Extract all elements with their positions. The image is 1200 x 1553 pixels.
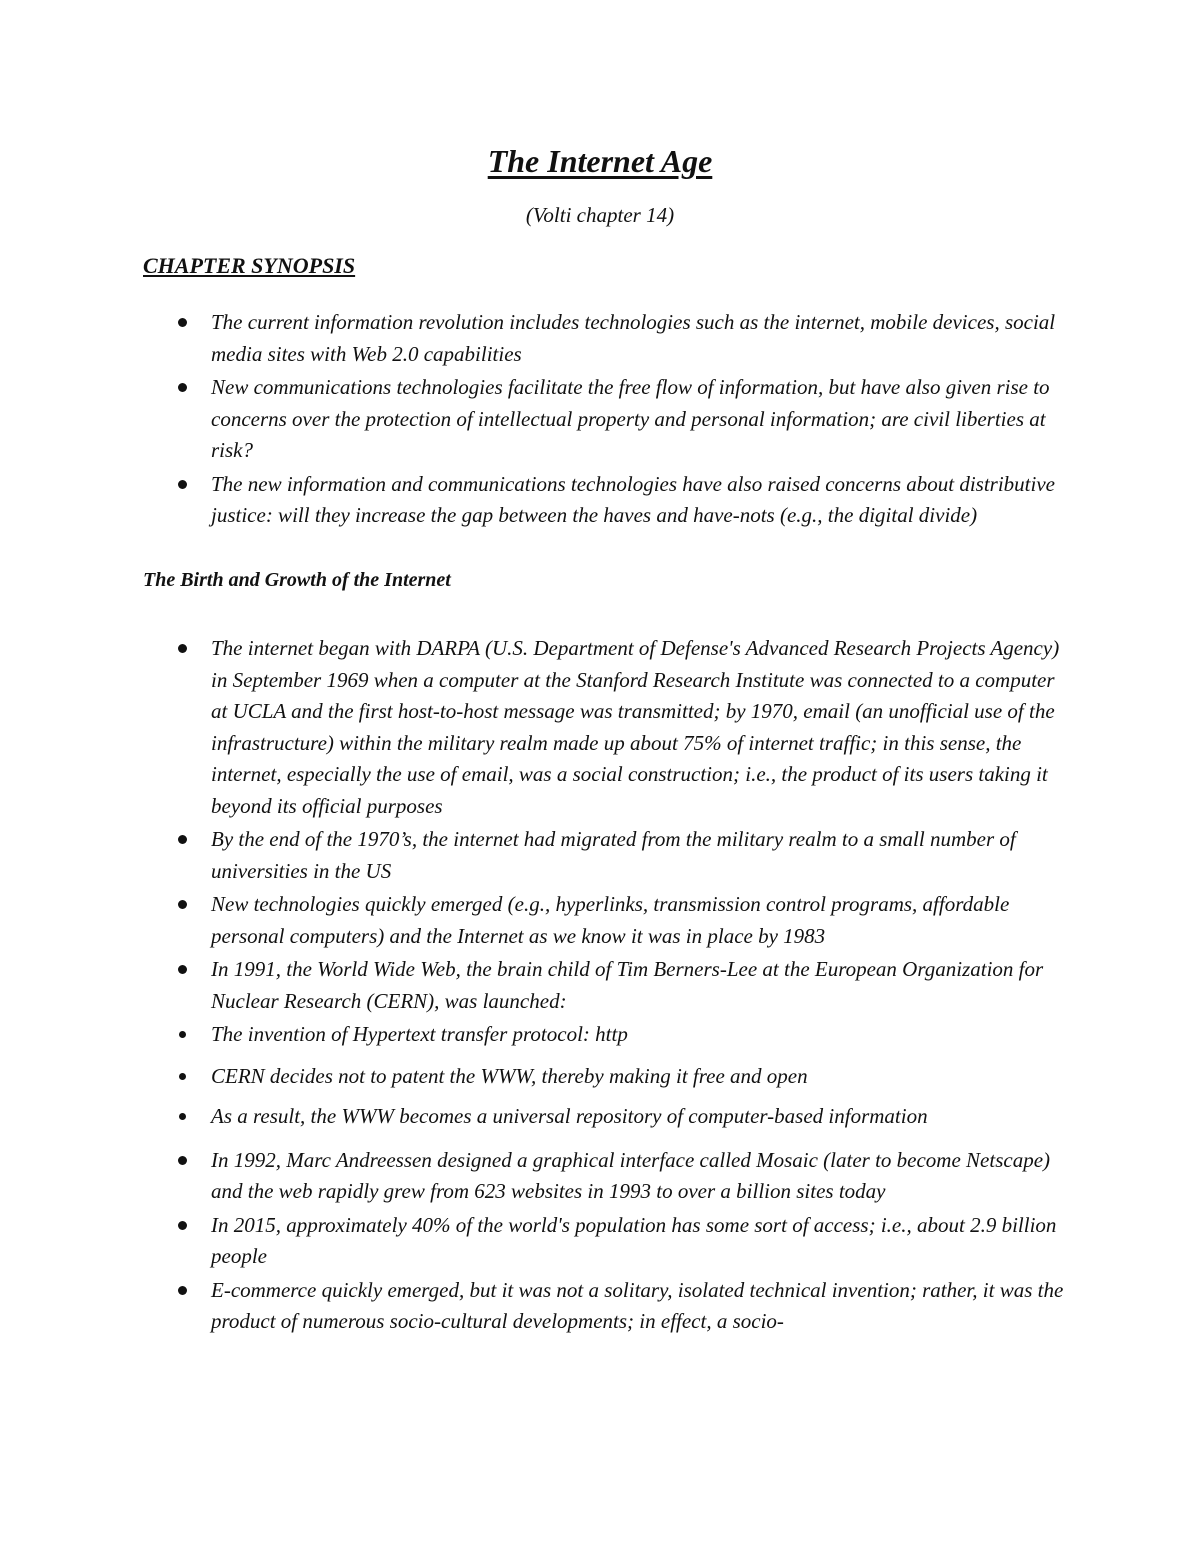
list-item	[0, 372, 1066, 467]
bullet-icon	[179, 1113, 186, 1120]
list-item	[0, 1019, 1066, 1051]
bullet-icon	[178, 900, 187, 909]
list-item	[0, 824, 1066, 887]
list-item	[0, 307, 1066, 370]
list-item	[0, 889, 1066, 952]
list-item-text: The current information revolution includes technologies such as the internet, mobile devices, social media sites with Web 2.0 capabilities	[211, 310, 1056, 366]
list-item-text: In 1991, the World Wide Web, the brain child of Tim Berners-Lee at the European Organization for Nuclear Research (CERN), was launched:	[211, 957, 1044, 1013]
list-item-text: In 2015, approximately 40% of the world's population has some sort of access; i.e., about 2.9 billion people	[211, 1212, 1057, 1268]
birth-growth-heading: The Birth and Growth of the Internet	[143, 569, 451, 591]
bullet-icon	[178, 835, 187, 844]
list-item	[0, 1101, 1066, 1133]
list-item-text: By the end of the 1970’s, the internet had migrated from the military realm to a small number of universities in the US	[211, 827, 1016, 883]
chapter-synopsis-heading: CHAPTER SYNOPSIS	[143, 253, 356, 278]
list-item	[0, 469, 1066, 532]
list-item-text: As a result, the WWW becomes a universal repository of computer-based information	[211, 1104, 928, 1128]
list-item-text: E-commerce quickly emerged, but it was not a solitary, isolated technical invention; rather, it was the product of numerous socio-cultural developments; in effect, a socio-	[211, 1277, 1064, 1333]
bullet-icon	[178, 480, 187, 489]
list-item	[0, 954, 1066, 1017]
list-item-text: New technologies quickly emerged (e.g., hyperlinks, transmission control programs, affordable personal computers) and the Internet as we know it was in place by 1983	[211, 892, 1010, 948]
list-item-text: The invention of Hypertext transfer protocol: http	[211, 1022, 628, 1046]
list-item	[0, 1145, 1066, 1208]
bullet-icon	[178, 644, 187, 653]
list-item-text: CERN decides not to patent the WWW, thereby making it free and open	[211, 1063, 808, 1088]
document-subtitle: (Volti chapter 14)	[525, 203, 675, 227]
list-item	[0, 1275, 1066, 1338]
bullet-icon	[178, 383, 187, 392]
list-item	[0, 1210, 1066, 1273]
bullet-icon	[178, 965, 187, 974]
list-item-text: The internet began with DARPA (U.S. Department of Defense's Advanced Research Projects Agency) in September 1969 when a computer at the Stanford Research Institute was connected to a computer at UCLA and the first host-to-host message was transmitted; by 1970, email (an unofficial use of the infrastructure) within the military realm made up about 75% of internet traffic; in this sense, the internet, especially the use of email, was a social construction; i.e., the product of its users taking it beyond its official purposes	[211, 636, 1060, 818]
bullet-icon	[178, 1286, 187, 1295]
list-item	[0, 1061, 1066, 1093]
list-item-text: In 1992, Marc Andreessen designed a graphical interface called Mosaic (later to become Netscape) and the web rapidly grew from 623 websites in 1993 to over a billion sites today	[211, 1147, 1051, 1203]
list-item	[0, 633, 1066, 822]
bullet-icon	[178, 1221, 187, 1230]
list-item-text: New communications technologies facilitate the free flow of information, but have also given rise to concerns over the protection of intellectual property and personal information; are civil liberties at risk?	[211, 375, 1050, 462]
list-item-text: The new information and communications technologies have also raised concerns about distributive justice: will they increase the gap between the haves and have-nots (e.g., the digital divide)	[211, 471, 1055, 527]
bullet-icon	[178, 318, 187, 327]
bullet-icon	[178, 1156, 187, 1165]
bullet-icon	[179, 1031, 186, 1038]
synopsis-list	[0, 307, 1200, 534]
bullet-icon	[179, 1073, 186, 1080]
document-title: The Internet Age	[487, 143, 713, 179]
birth-growth-list	[0, 633, 1200, 1340]
